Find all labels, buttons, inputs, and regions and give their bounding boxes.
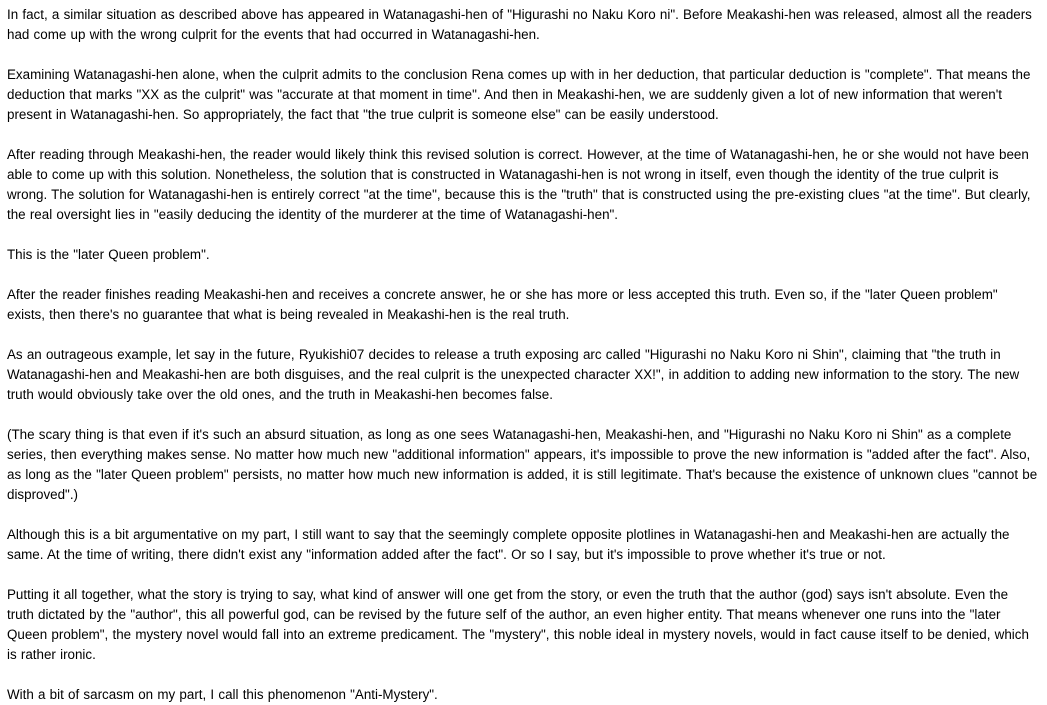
paragraph-putting-it-together: Putting it all together, what the story is trying to say, what kind of answer will one get from the story, or even the truth that the author (god) says isn't absolute. Even the truth dictated by the "author", this all powerful god, can be revised by the future self of the author, an even higher entity. That means whenever one runs into the "later Queen problem", the mystery novel would fall into an extreme predicament. The "mystery", this noble ideal in mystery novels, would in fact cause itself to be denied, which is rather ironic. [7,587,1029,662]
paragraph-after-reading-meakashi: After reading through Meakashi-hen, the reader would likely think this revised solution is correct. However, at the time of Watanagashi-hen, he or she would not have been able to come up with this solution. Nonetheless, the solution that is constructed in Watanagashi-hen is not wrong in itself, even though the identity of the true culprit is wrong. The solution for Watanagashi-hen is entirely correct "at the time", because this is the "truth" that is constructed using the pre-existing clues "at the time". But clearly, the real oversight lies in "easily deducing the identity of the murderer at the time of Watanagashi-hen". [7,147,1031,222]
paragraph-intro: In fact, a similar situation as described above has appeared in Watanagashi-hen of "Higurashi no Naku Koro ni". Before Meakashi-hen was released, almost all the readers had come up with the wrong culprit for the events that had occurred in Watanagashi-hen. [7,7,1032,42]
paragraph-anti-mystery: With a bit of sarcasm on my part, I call this phenomenon "Anti-Mystery". [7,687,438,702]
paragraph-scary-thing-parenthetical: (The scary thing is that even if it's such an absurd situation, as long as one sees Watanagashi-hen, Meakashi-hen, and "Higurashi no Naku Koro ni Shin" as a complete series, then everything makes sense. No matter how much new "additional information" appears, it's impossible to prove the new information is "added after the fact". Also, as long as the "later Queen problem" persists, no matter how much new information is added, it is still legitimate. That's because the existence of unknown clues "cannot be disproved".) [7,427,1038,502]
paragraph-argumentative: Although this is a bit argumentative on my part, I still want to say that the seemingly complete opposite plotlines in Watanagashi-hen and Meakashi-hen are actually the same. At the time of writing, there didn't exist any "information added after the fact". Or so I say, but it's impossible to prove whether it's true or not. [7,527,1010,562]
paragraph-examining-watanagashi: Examining Watanagashi-hen alone, when the culprit admits to the conclusion Rena comes up with in her deduction, that particular deduction is "complete". That means the deduction that marks "XX as the culprit" was "accurate at that moment in time". And then in Meakashi-hen, we are suddenly given a lot of new information that weren't present in Watanagashi-hen. So appropriately, the fact that "the true culprit is someone else" can be easily understood. [7,67,1031,122]
paragraph-reader-accepts-truth: After the reader finishes reading Meakashi-hen and receives a concrete answer, he or she has more or less accepted this truth. Even so, if the "later Queen problem" exists, then there's no guarantee that what is being revealed in Meakashi-hen is the real truth. [7,287,998,322]
paragraph-later-queen-problem: This is the "later Queen problem". [7,247,210,262]
paragraph-outrageous-example: As an outrageous example, let say in the future, Ryukishi07 decides to release a truth exposing arc called "Higurashi no Naku Koro ni Shin", claiming that "the truth in Watanagashi-hen and Meakashi-hen are both disguises, and the real culprit is the unexpected character XX!", in addition to adding new information to the story. The new truth would obviously take over the old ones, and the truth in Meakashi-hen becomes false. [7,347,1020,402]
